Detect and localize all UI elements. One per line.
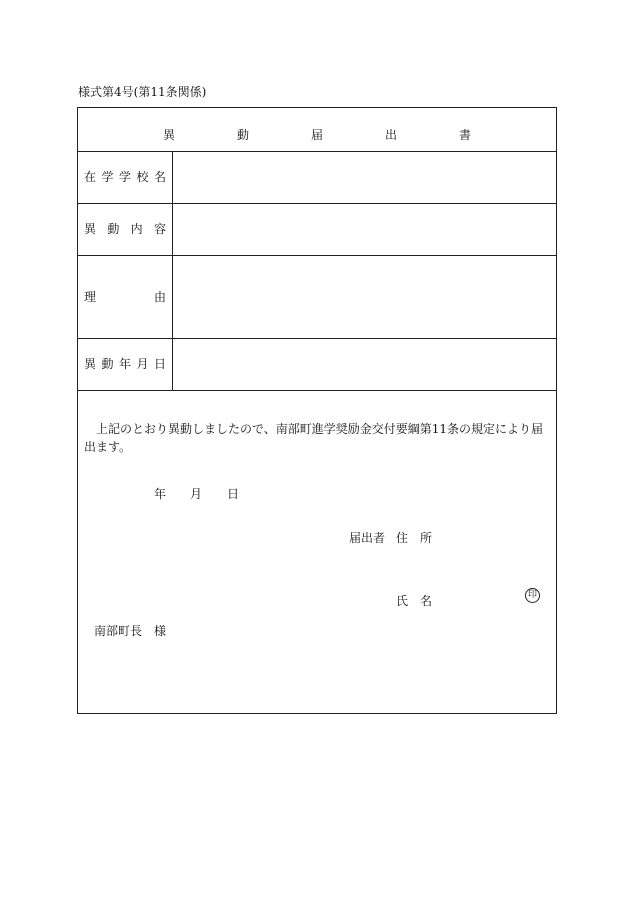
seal-mark: 印 <box>525 588 540 603</box>
change-details-label: 異 動 内 容 <box>84 222 166 236</box>
reason-label: 理 由 <box>84 290 166 304</box>
change-details-field[interactable] <box>173 204 556 255</box>
address-label: 住 所 <box>396 531 433 545</box>
declaration-text: 上記のとおり異動しましたので、南部町進学奨励金交付要綱第11条の規定により届出ます。 <box>84 422 544 454</box>
document-title: 異 動 届 出 書 <box>162 128 496 142</box>
change-date-field[interactable] <box>173 339 556 390</box>
school-name-label: 在 学 学 校 名 <box>84 170 166 184</box>
school-name-field[interactable] <box>173 152 556 203</box>
addressee: 南部町長 様 <box>94 624 167 638</box>
change-date-label: 異 動 年 月 日 <box>84 357 166 371</box>
row-divider <box>78 390 556 391</box>
notification-form <box>77 107 557 714</box>
date-year: 年 <box>154 487 167 501</box>
name-label: 氏 名 <box>396 594 433 608</box>
form-number-label: 様式第4号(第11条関係) <box>78 85 207 99</box>
reason-field[interactable] <box>173 256 556 338</box>
date-month: 月 <box>190 487 203 501</box>
notifier-caption: 届出者 <box>349 531 386 545</box>
date-day: 日 <box>227 487 240 501</box>
